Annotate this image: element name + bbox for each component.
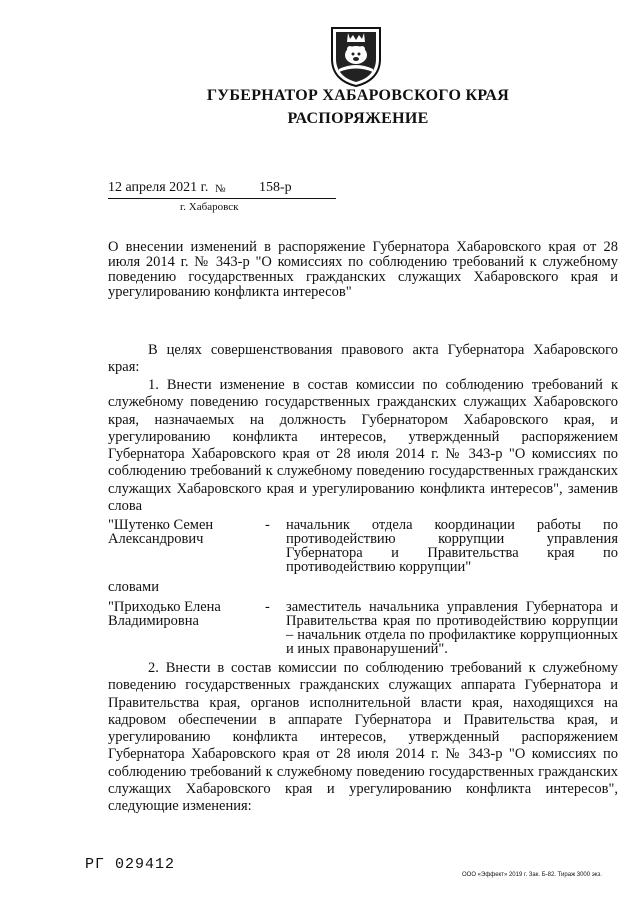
item-1-paragraph: 1. Внести изменение в состав комиссии по соблюдению требований к служебному поведению государственных гражданских служащих Хабаровского края, назначаемых на должность Губернатором Хабаровского края, и урегулированию конфликта интересов, утвержденный распоряжением Губернатора Хабаровского края от 28 июля 2014 г. № 343-р "О комиссиях по соблюдению требований к служебному поведению государственных гражданских служащих Хабаровского края и урегулированию конфликта интересов", заменив слова: [108, 377, 618, 515]
item-2-paragraph: 2. Внести в состав комиссии по соблюдению требований к служебному поведению государственных гражданских служащих аппарата Губернатора и Правительства края, органов исполнительной власти края, находящихся на кадровом обеспечении в аппарате Губернатора и Правительства края, и урегулированию конфликта интересов, утвержденный распоряжением Губернатора Хабаровского края от 28 июля 2014 г. № 343-р "О комиссиях по соблюдению требований к служебному поведению государственных гражданских служащих Хабаровского края и урегулированию конфликта интересов", следующие изменения:: [108, 660, 618, 815]
authority-title: ГУБЕРНАТОР ХАБАРОВСКОГО КРАЯ: [206, 87, 510, 104]
registration-number: РГ 029412: [85, 856, 176, 873]
old-member-name: "Шутенко Семен Александрович: [108, 517, 214, 547]
new-member-position: заместитель начальника управления Губернатора и Правительства края по противодействию коррупции – начальник отдела по профилактике коррупционных и иных правонарушений".: [286, 599, 618, 657]
document-date: 12 апреля 2021 г.: [108, 180, 209, 195]
date-number-line: [108, 180, 336, 199]
document-city: г. Хабаровск: [180, 201, 239, 213]
coat-of-arms-icon: [329, 25, 383, 87]
document-number: 158-р: [259, 180, 292, 195]
dash: -: [265, 599, 270, 615]
intro-paragraph: В целях совершенствования правового акта Губернатора Хабаровского края:: [108, 342, 618, 376]
words-label: словами: [108, 579, 159, 595]
new-member-name: "Приходько Елена Владимировна: [108, 599, 221, 629]
document-subject: О внесении изменений в распоряжение Губернатора Хабаровского края от 28 июля 2014 г. № 343-р "О комиссиях по соблюдению требований к служебному поведению государственных гражданских служащих Хабаровского края и урегулированию конфликта интересов": [108, 239, 618, 300]
document-type: РАСПОРЯЖЕНИЕ: [287, 110, 429, 127]
old-member-position: начальник отдела координации работы по противодействию коррупции управления Губернатора и Правительства края по противодействию коррупции": [286, 517, 618, 575]
number-sign: №: [215, 183, 226, 195]
print-info: ООО «Эффект» 2019 г. Зак. Б-82. Тираж 3000 экз.: [462, 872, 602, 878]
dash: -: [265, 517, 270, 533]
